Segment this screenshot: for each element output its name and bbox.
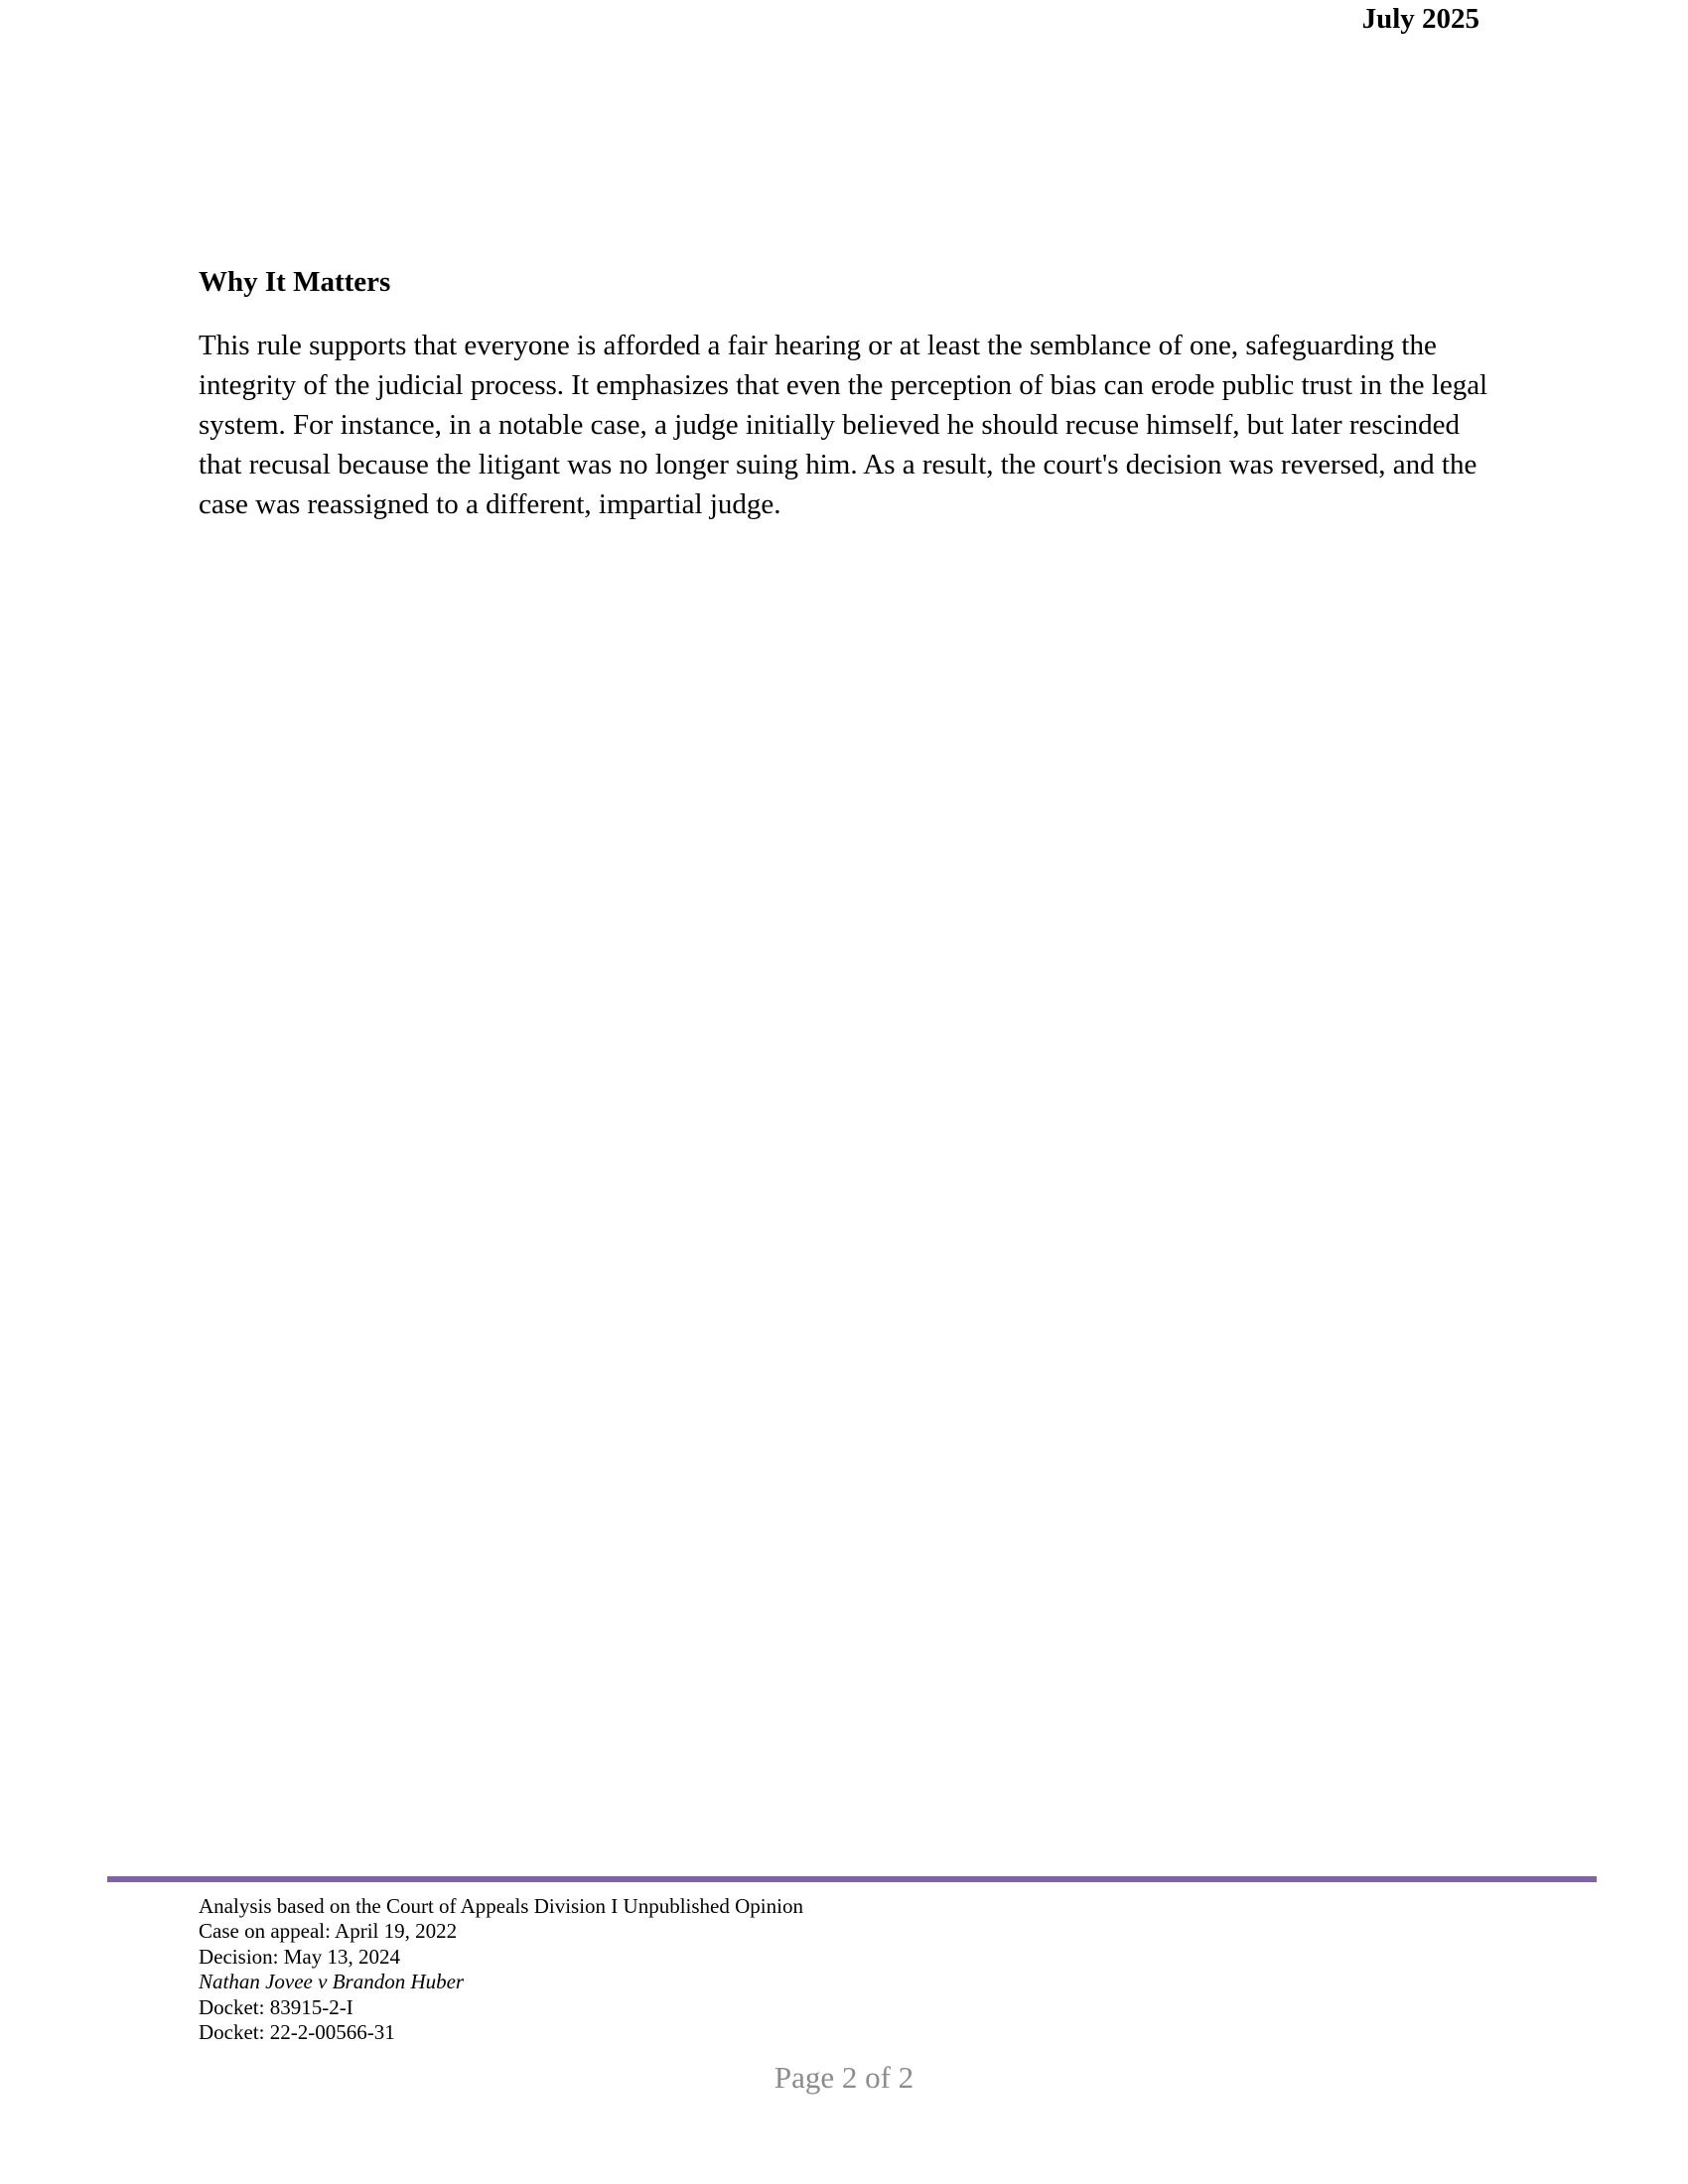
footer-decision: Decision: May 13, 2024 — [199, 1944, 400, 1969]
section-body: This rule supports that everyone is afforded a fair hearing or at least the semblance of one, safeguarding the integrity of the judicial process. It emphasizes that even the perception of bias can erode public trust in the legal system. For instance, in a notable case, a judge initially believed he should recuse himself, but later rescinded that recusal because the litigant was no longer suing him. As a result, the court's decision was reversed, and the case was reassigned to a different, impartial judge. — [199, 330, 1488, 520]
why-it-matters-section — [199, 264, 1489, 524]
footer-docket-appeal: Docket: 83915-2-I — [199, 1994, 353, 2019]
section-heading: Why It Matters — [199, 266, 391, 298]
footer-notes — [199, 1894, 803, 2045]
footer-divider — [107, 1876, 1597, 1882]
footer-docket-trial: Docket: 22-2-00566-31 — [199, 2020, 395, 2045]
footer-analysis-note: Analysis based on the Court of Appeals Division I Unpublished Opinion — [199, 1894, 803, 1918]
header-date: July 2025 — [1361, 3, 1479, 35]
footer-case-name: Nathan Jovee v Brandon Huber — [199, 1970, 465, 1994]
page-number: Page 2 of 2 — [774, 2060, 914, 2095]
footer-case-on-appeal: Case on appeal: April 19, 2022 — [199, 1919, 458, 1944]
